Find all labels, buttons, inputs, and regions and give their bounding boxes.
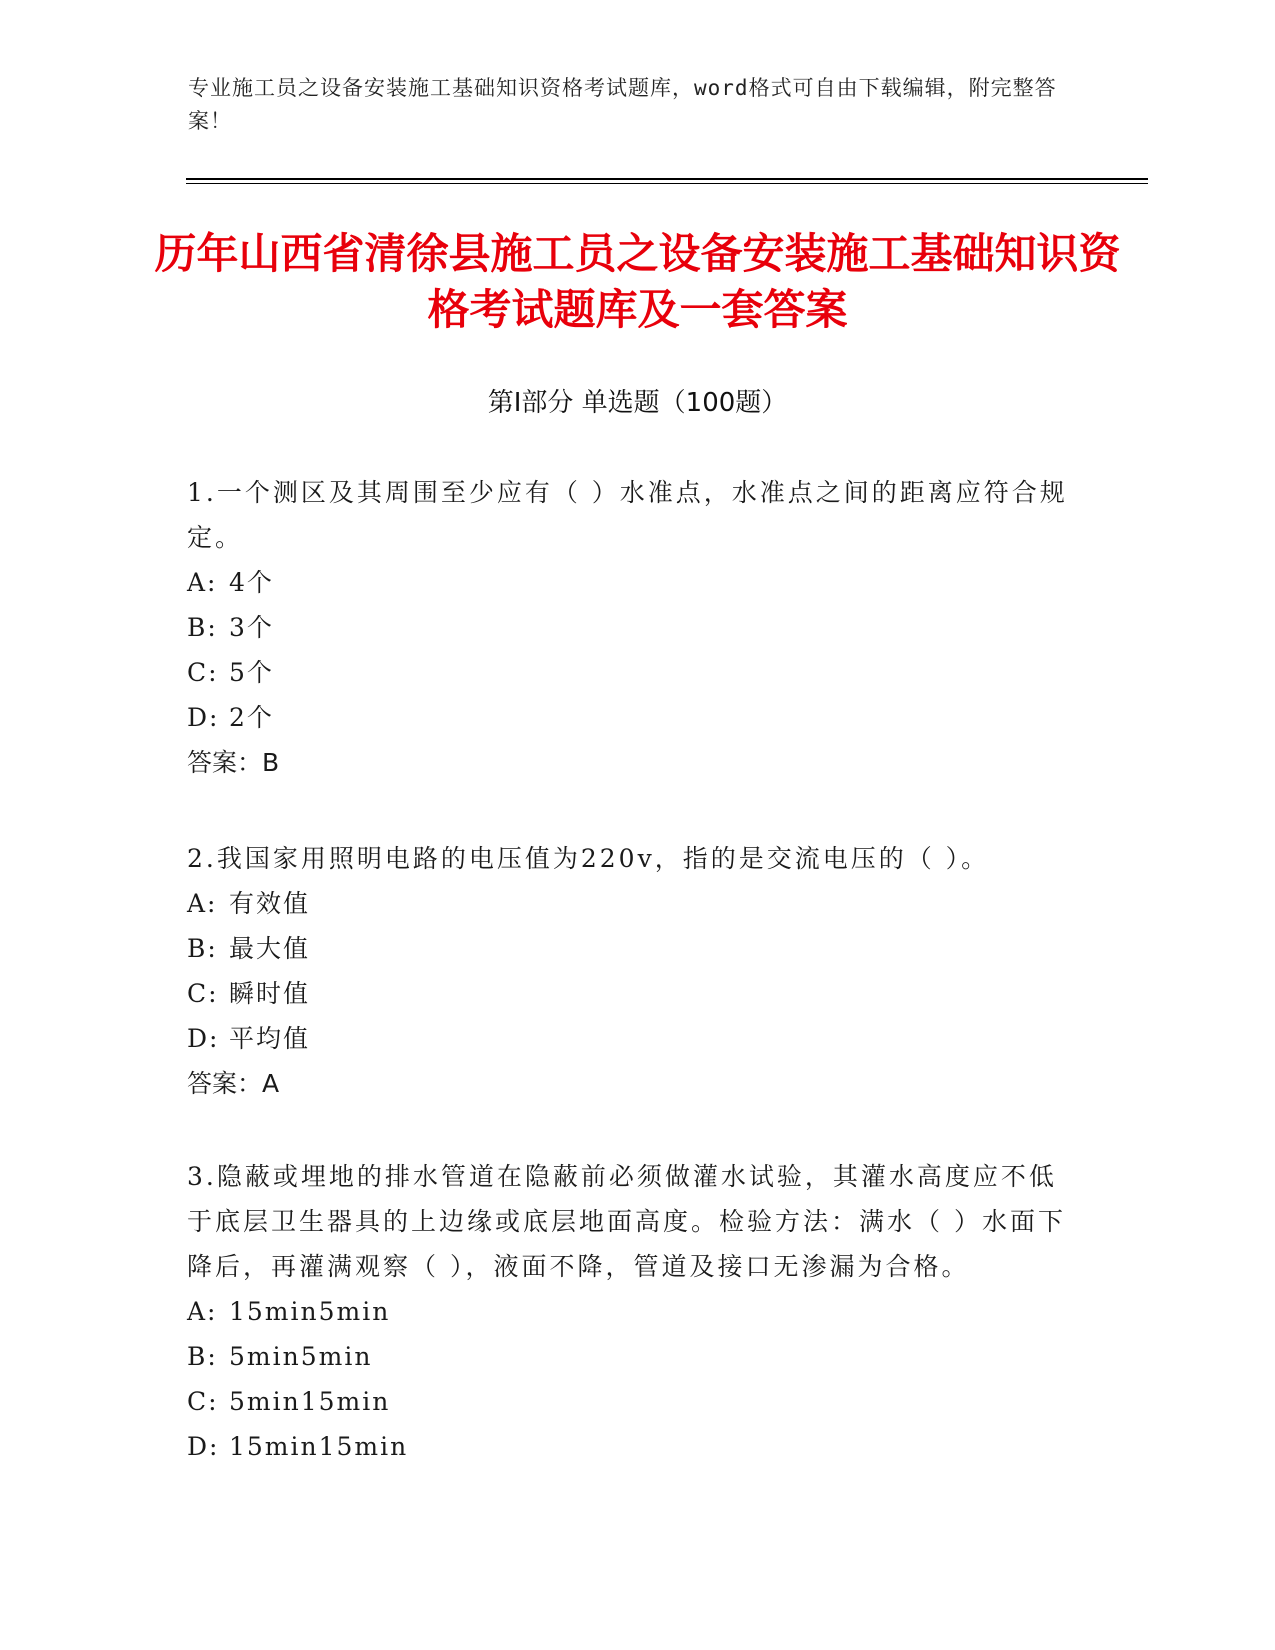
option-text: 15min15min [229, 1432, 409, 1461]
option-text: 有效值 [229, 889, 311, 918]
option-key: C: [187, 658, 219, 687]
option-a [187, 560, 1077, 605]
option-a [187, 881, 1077, 926]
option-key: B: [187, 613, 218, 642]
header-divider-thick [186, 178, 1148, 180]
answer: 答案：B [187, 748, 280, 777]
option-text: 5min5min [229, 1342, 373, 1371]
option-c [187, 650, 1077, 695]
option-text: 5min15min [229, 1387, 391, 1416]
option-text: 平均值 [229, 1024, 311, 1053]
option-text: 最大值 [229, 934, 311, 963]
option-b [187, 1334, 1077, 1379]
question-1 [187, 470, 1077, 785]
option-key: A: [187, 1297, 218, 1326]
option-b [187, 605, 1077, 650]
question-stem: 2.我国家用照明电路的电压值为220v，指的是交流电压的（ ）。 [187, 844, 990, 873]
header-note: 专业施工员之设备安装施工基础知识资格考试题库，word格式可自由下载编辑，附完整答案！ [188, 76, 1057, 133]
option-c [187, 1379, 1077, 1424]
option-d [187, 695, 1077, 740]
option-b [187, 926, 1077, 971]
option-key: B: [187, 1342, 218, 1371]
option-text: 2个 [229, 703, 274, 732]
document-title: 历年山西省清徐县施工员之设备安装施工基础知识资格考试题库及一套答案 [154, 229, 1121, 334]
option-key: C: [187, 1387, 219, 1416]
option-text: 5个 [229, 658, 274, 687]
option-key: D: [187, 703, 220, 732]
option-d [187, 1016, 1077, 1061]
option-key: A: [187, 568, 218, 597]
option-key: A: [187, 889, 218, 918]
option-text: 瞬时值 [229, 979, 311, 1008]
option-text: 4个 [229, 568, 274, 597]
option-text: 3个 [229, 613, 274, 642]
header-divider-thin [186, 183, 1148, 184]
option-d [187, 1424, 1077, 1469]
answer: 答案：A [187, 1069, 280, 1098]
option-key: D: [187, 1024, 220, 1053]
section-title: 第Ⅰ部分 单选题（100题） [487, 388, 788, 418]
question-2 [187, 836, 1077, 1106]
option-key: B: [187, 934, 218, 963]
option-text: 15min5min [229, 1297, 391, 1326]
option-a [187, 1289, 1077, 1334]
option-c [187, 971, 1077, 1016]
option-key: D: [187, 1432, 220, 1461]
question-stem: 1.一个测区及其周围至少应有（ ）水准点，水准点之间的距离应符合规定。 [187, 478, 1068, 552]
question-stem: 3.隐蔽或埋地的排水管道在隐蔽前必须做灌水试验，其灌水高度应不低于底层卫生器具的上边缘或底层地面高度。检验方法：满水（ ）水面下降后，再灌满观察（ ），液面不降，管道及接口无渗漏为合格。 [187, 1162, 1066, 1281]
option-key: C: [187, 979, 219, 1008]
question-3 [187, 1154, 1077, 1469]
